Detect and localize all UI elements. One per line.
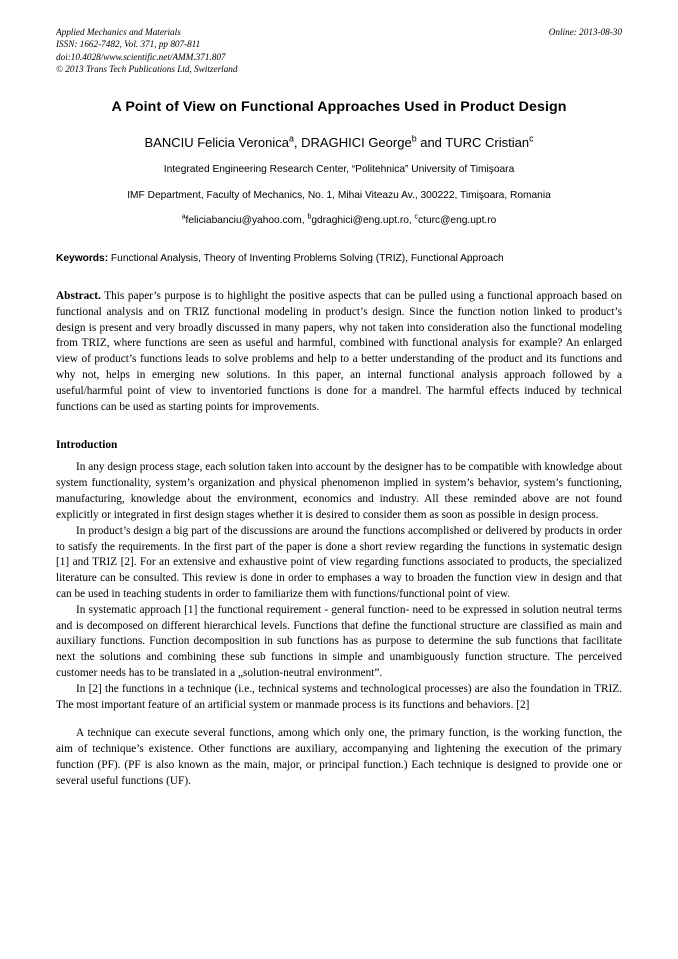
journal-copyright: © 2013 Trans Tech Publications Ltd, Switzerland <box>56 63 238 74</box>
journal-info <box>56 26 237 75</box>
author-emails <box>56 214 622 228</box>
paragraph: In any design process stage, each solution taken into account by the designer has to be compatible with knowledge about system functionality, system’s organization and physical phenomenon implied in system’s behavior, system’s functioning, manufacturing, knowledge about the environment, economics and industry. All these reminded above are not found explicitly or integrated in first design stages whether it is desired to consider them as soon as possible in design process. <box>56 461 622 521</box>
email-b[interactable]: gdraghici@eng.upt.ro, <box>311 214 415 226</box>
affiliation-1: Integrated Engineering Research Center, “Politehnica” University of Timişoara <box>163 164 515 176</box>
email-b-marker: b <box>307 213 312 221</box>
abstract-text: This paper’s purpose is to highlight the positive aspects that can be pulled using a functional approach based on functional analysis and on TRIZ functional modeling in product’s design. Since the function notion linked to product’s design is present and very broadly discussed in many papers, why not taken into consideration also the functional modeling from TRIZ, where functions are seen as useful and harmful, combined with functional analysis for example? An enlarged view of product’s functions leads to solve problems and help to a better understanding of the product and its functions and why not, helps in emerging new solutions. In this paper, an internal functional analysis approach followed by a useful/harmful point of view to inventoried functions is done for a mandrel. The harmful effects induced by technical functions can be used as starting points for improvements. <box>56 289 622 413</box>
author-1: BANCIU Felicia Veronica <box>144 135 289 151</box>
abstract-block <box>56 289 622 416</box>
paragraph: In product’s design a big part of the discussions are around the functions accomplished or delivered by products in order to satisfy the requirements. In the first part of the paper is done a short review regarding the functions in systematic design [1] and TRIZ [2]. For an extensive and exhaustive point of view regarding functions associated to products, the specialized literature can be consulted. This review is done in order to emphases a way to broaden the function view in design and that can be used in teaching students in order to familiarize them with functions/functional point of view. <box>56 524 622 600</box>
paragraph: In [2] the functions in a technique (i.e., technical systems and technological processes) are also the foundation in TRIZ. The most important feature of an artificial system or manmade process is its functions and behaviors. [2] <box>56 682 622 711</box>
keywords-text: Functional Analysis, Theory of Inventing Problems Solving (TRIZ), Functional Approach <box>108 253 504 265</box>
author-2-affil-marker: b <box>411 133 417 144</box>
page-header <box>56 26 622 75</box>
journal-issn-volume: ISSN: 1662-7482, Vol. 371, pp 807-811 <box>56 39 201 50</box>
paragraph: In systematic approach [1] the functional requirement - general function- need to be expressed in solution neutral terms and is decomposed on different hierarchical levels. Functions that define the functional structure are classified as main and auxiliary functions. Function decomposition in sub functions has as purpose to determine the sub functions that facilitate next the solutions and combining these sub functions in simple and unambiguously function structure. The perceived customer needs has to be translated in a „solution-neutral environment”. <box>56 603 622 679</box>
author-list <box>56 135 622 150</box>
online-date: Online: 2013-08-30 <box>548 27 622 37</box>
email-c-marker: c <box>414 213 419 221</box>
affiliation-2: IMF Department, Faculty of Mechanics, No. 1, Mihai Viteazu Av., 300222, Timişoara, Romania <box>127 189 551 201</box>
page-title: A Point of View on Functional Approaches Used in Product Design <box>111 99 567 116</box>
section-heading-introduction: Introduction <box>56 439 118 452</box>
author-3-affil-marker: c <box>529 133 534 144</box>
email-c[interactable]: cturc@eng.upt.ro <box>418 214 497 226</box>
author-1-affil-marker: a <box>289 133 294 144</box>
journal-name: Applied Mechanics and Materials <box>56 27 181 37</box>
email-a[interactable]: feliciabanciu@yahoo.com, <box>185 214 308 226</box>
abstract-label: Abstract. <box>56 289 101 302</box>
author-2: , DRAGHICI George <box>293 135 412 151</box>
email-a-marker: a <box>181 213 186 221</box>
keywords-label: Keywords: <box>56 253 109 265</box>
keywords-block <box>56 252 622 267</box>
journal-doi: doi:10.4028/www.scientific.net/AMM.371.807 <box>56 51 226 62</box>
author-3: and TURC Cristian <box>416 135 530 151</box>
paragraph: A technique can execute several functions, among which only one, the primary function, is the working function, the aim of technique’s existence. Other functions are auxiliary, accompanying and lightening the execution of the primary function (PF). (PF is also known as the main, major, or principal function.) Each technique is designed to provide one or several useful functions (UF). <box>56 727 622 787</box>
